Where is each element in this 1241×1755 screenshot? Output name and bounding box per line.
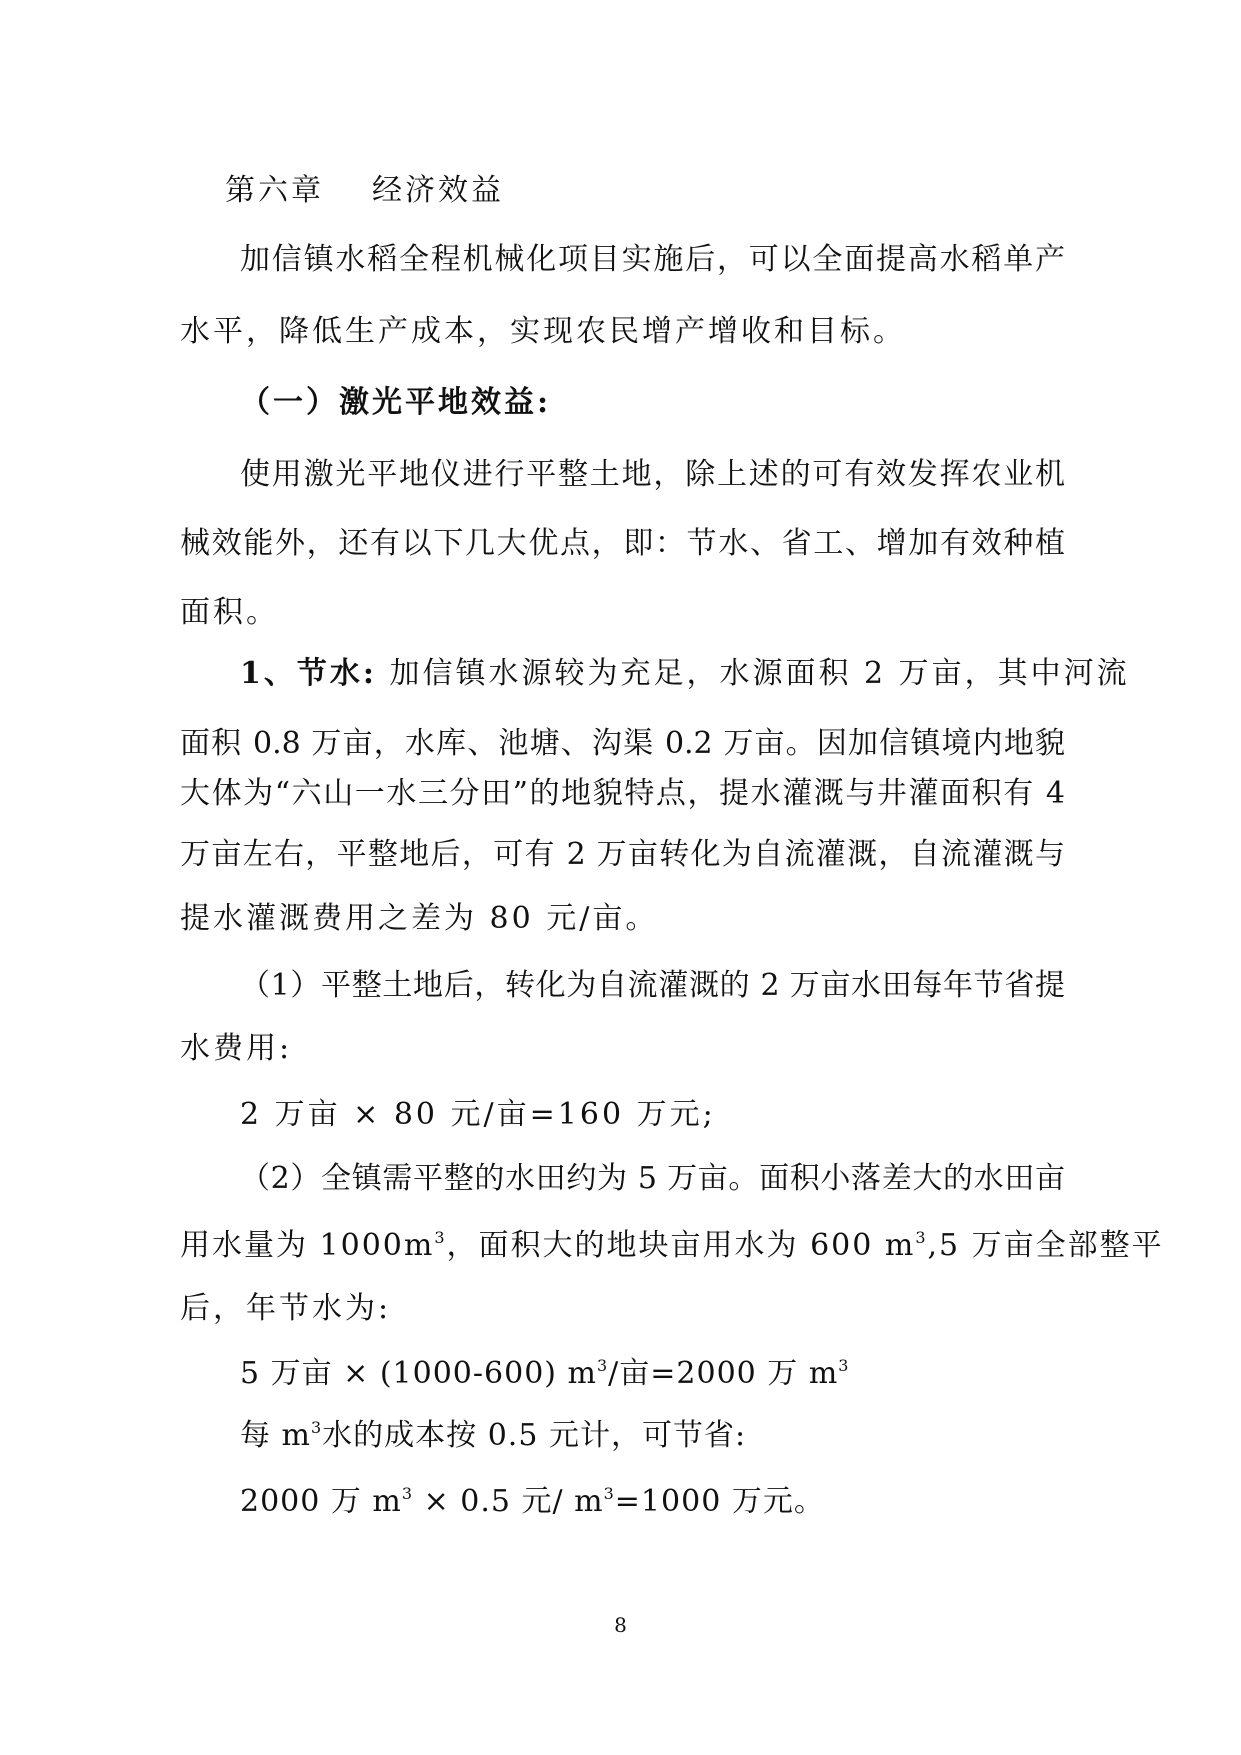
superscript-3: 3 [434, 1228, 447, 1247]
item1-line-2: 水费用: [180, 1031, 293, 1066]
superscript-3: 3 [603, 1484, 615, 1503]
intro-line-1: 加信镇水稻全程机械化项目实施后，可以全面提高水稻单产 [240, 242, 1065, 277]
superscript-3: 3 [310, 1418, 323, 1437]
item2-line-3: 后，年节水为: [180, 1291, 392, 1326]
item1-line-1: （1）平整土地后，转化为自流灌溉的 2 万亩水田每年节省提 [240, 968, 1065, 1003]
water-line-1-text: 加信镇水源较为充足，水源面积 2 万亩，其中河流 [389, 656, 1130, 691]
section-para-line-2: 械效能外，还有以下几大优点，即：节水、省工、增加有效种植 [180, 526, 1065, 561]
water-label: 1、节水: [240, 656, 377, 691]
chapter-title: 经济效益 [372, 173, 504, 208]
item2-cost: 每 $m^3$水的成本按 0.5 元计，可节省: [240, 1418, 747, 1453]
superscript-3: 3 [838, 1356, 850, 1375]
superscript-3: 3 [915, 1228, 928, 1247]
water-line-1 [240, 654, 1130, 694]
section-heading: （一）激光平地效益: [240, 385, 552, 420]
intro-line-2: 水平，降低生产成本，实现农民增产增收和目标。 [180, 314, 906, 349]
superscript-3: 3 [401, 1484, 414, 1503]
item1-calc: 2 万亩 × 80 元/亩=160 万元; [240, 1097, 716, 1132]
water-line-2: 面积 0.8 万亩，水库、池塘、沟渠 0.2 万亩。因加信镇境内地貌 [180, 726, 1065, 761]
chapter-heading [225, 171, 1110, 211]
item2-line-1: （2）全镇需平整的水田约为 5 万亩。面积小落差大的水田亩 [240, 1161, 1065, 1196]
water-line-5: 提水灌溉费用之差为 80 元/亩。 [180, 901, 659, 936]
water-line-3: 大体为“六山一水三分田”的地貌特点，提水灌溉与井灌面积有 4 [180, 776, 1065, 811]
item2-line-2: 用水量为 $1000m^3$，面积大的地块亩用水为 600 $m^3,5$ 万亩全部整平 [180, 1228, 1164, 1263]
section-para-line-3: 面积。 [180, 595, 279, 630]
chapter-number: 第六章 [225, 173, 324, 208]
water-line-4: 万亩左右，平整地后，可有 2 万亩转化为自流灌溉，自流灌溉与 [180, 837, 1065, 872]
page-number: 8 [614, 1613, 627, 1637]
item2-calc-1: 5 万亩 × (1000-600) $m^3/$亩=2000 万 $m^3$ [240, 1356, 850, 1391]
superscript-3: 3 [596, 1356, 609, 1375]
section-para-line-1: 使用激光平地仪进行平整土地，除上述的可有效发挥农业机 [240, 457, 1065, 492]
item2-calc-2: 2000 万 $m^3 \times 0.5$ 元/ $m^3=1000$ 万元。 [240, 1484, 825, 1519]
